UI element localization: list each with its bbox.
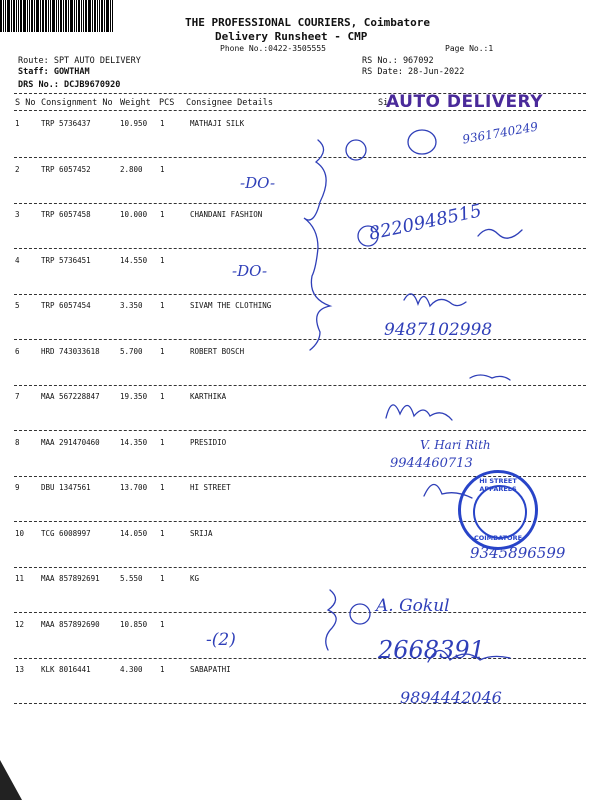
- barcode-bar: [7, 0, 10, 32]
- hw-mark-row12: -(2): [206, 630, 236, 650]
- barcode-bar: [60, 0, 62, 32]
- row-consignee: PRESIDIO: [190, 438, 227, 447]
- hw-number-row12: 2668391: [378, 636, 485, 664]
- row-consignee: ROBERT BOSCH: [190, 347, 245, 356]
- row-consignment-no: MAA 857892691: [41, 574, 100, 583]
- route: Route: SPT AUTO DELIVERY: [18, 56, 141, 66]
- row-weight: 14.050: [120, 529, 148, 538]
- col-weight: Weight: [120, 98, 151, 108]
- row-sno: 6: [15, 347, 20, 356]
- row-divider: [14, 430, 586, 431]
- row-pcs: 1: [160, 483, 165, 492]
- barcode-bar: [18, 0, 19, 32]
- barcode-bar: [40, 0, 41, 32]
- row-divider: [14, 658, 586, 659]
- row-sno: 8: [15, 438, 20, 447]
- row-divider: [14, 248, 586, 249]
- hw-name-row11: A. Gokul: [376, 596, 450, 616]
- row-sno: 9: [15, 483, 20, 492]
- row-weight: 5.700: [120, 347, 143, 356]
- barcode-bar: [3, 0, 4, 32]
- row-consignee: SIVAM THE CLOTHING: [190, 301, 272, 310]
- row-consignee: KG: [190, 574, 200, 583]
- row-weight: 14.350: [120, 438, 148, 447]
- barcode-bar: [16, 0, 17, 32]
- row-consignee: SRIJA: [190, 529, 213, 538]
- company-title: THE PROFESSIONAL COURIERS, Coimbatore: [185, 16, 431, 29]
- col-consignee: Consignee Details: [186, 98, 273, 108]
- row-consignee: CHANDANI FASHION: [190, 210, 263, 219]
- barcode-bar: [83, 0, 84, 32]
- row-consignment-no: TRP 6057454: [41, 301, 91, 310]
- row-divider: [14, 385, 586, 386]
- barcode-bar: [23, 0, 26, 32]
- row-weight: 10.950: [120, 119, 148, 128]
- row-consignment-no: DBU 1347561: [41, 483, 91, 492]
- row-pcs: 1: [160, 574, 165, 583]
- barcode-bar: [97, 0, 98, 32]
- row-consignee: SABAPATHI: [190, 665, 231, 674]
- hw-ditto-row2: -DO-: [240, 174, 276, 192]
- phone-number: Phone No.:0422-3505555: [220, 44, 326, 53]
- barcode-bar: [112, 0, 113, 32]
- barcode-bar: [85, 0, 87, 32]
- barcode-bar: [106, 0, 109, 32]
- row-consignee: MATHAJI SILK: [190, 119, 245, 128]
- barcode-bar: [50, 0, 51, 32]
- row-pcs: 1: [160, 165, 165, 174]
- barcode-bar: [5, 0, 6, 32]
- row-sno: 10: [15, 529, 25, 538]
- row-sno: 12: [15, 620, 25, 629]
- signature-scribble: [386, 405, 452, 420]
- row-divider: [14, 612, 586, 613]
- hw-phone-row10: 9345896599: [470, 544, 566, 562]
- barcode-bar: [11, 0, 12, 32]
- barcode-bar: [78, 0, 80, 32]
- bracket-stroke: [304, 140, 330, 350]
- row-consignment-no: MAA 567228847: [41, 392, 100, 401]
- row-weight: 3.350: [120, 301, 143, 310]
- drs-number: DRS No.: DCJB9670920: [18, 80, 121, 90]
- row-divider: [14, 339, 586, 340]
- row-pcs: 1: [160, 119, 165, 128]
- row-weight: 10.000: [120, 210, 148, 219]
- signature-scribble: [478, 229, 522, 238]
- barcode-bar: [58, 0, 59, 32]
- row-consignment-no: HRD 743033618: [41, 347, 100, 356]
- barcode-bar: [81, 0, 82, 32]
- signature-loop: [408, 130, 436, 154]
- row-divider: [14, 294, 586, 295]
- barcode-bar: [36, 0, 39, 32]
- rs-number: RS No.: 967092: [362, 56, 434, 66]
- barcode-bar: [65, 0, 67, 32]
- row-weight: 4.300: [120, 665, 143, 674]
- row-sno: 2: [15, 165, 20, 174]
- row-sno: 1: [15, 119, 20, 128]
- col-sno: S No: [15, 98, 36, 108]
- row-pcs: 1: [160, 392, 165, 401]
- row-consignee: KARTHIKA: [190, 392, 227, 401]
- row-pcs: 1: [160, 210, 165, 219]
- row-pcs: 1: [160, 529, 165, 538]
- barcode-bar: [104, 0, 105, 32]
- row-sno: 11: [15, 574, 25, 583]
- barcode-bar: [74, 0, 75, 32]
- barcode-bar: [0, 0, 2, 32]
- barcode-bar: [94, 0, 96, 32]
- row-pcs: 1: [160, 347, 165, 356]
- row-sno: 3: [15, 210, 20, 219]
- row-consignment-no: TCG 6008997: [41, 529, 91, 538]
- barcode-bar: [88, 0, 91, 32]
- page-number: Page No.:1: [445, 44, 494, 53]
- hw-phone-row8: 9944460713: [390, 456, 473, 471]
- row-weight: 19.350: [120, 392, 148, 401]
- barcode-bar: [56, 0, 57, 32]
- row-divider: [14, 567, 586, 568]
- row-pcs: 1: [160, 438, 165, 447]
- row-weight: 14.550: [120, 256, 148, 265]
- barcode-bar: [13, 0, 15, 32]
- hw-name-row8: V. Hari Rith: [420, 438, 491, 452]
- row-pcs: 1: [160, 665, 165, 674]
- barcode-bar: [92, 0, 93, 32]
- hw-phone-row13: 9894442046: [400, 688, 502, 707]
- signature-scribble: [470, 375, 510, 380]
- row-consignment-no: TRP 5736451: [41, 256, 91, 265]
- row-pcs: 1: [160, 620, 165, 629]
- barcode-bar: [29, 0, 30, 32]
- barcode-bar: [31, 0, 33, 32]
- barcode-bar: [99, 0, 100, 32]
- seal-bottom-text: COIMBATORE: [473, 534, 523, 542]
- row-weight: 10.850: [120, 620, 148, 629]
- row-consignment-no: TRP 6057452: [41, 165, 91, 174]
- seal-inner-ring: [473, 485, 527, 539]
- staff: Staff: GOWTHAM: [18, 67, 90, 77]
- barcode-bar: [63, 0, 64, 32]
- barcode-bar: [34, 0, 35, 32]
- barcode-bar: [70, 0, 73, 32]
- hw-phone-row3: 8220948515: [367, 200, 484, 245]
- row-weight: 5.550: [120, 574, 143, 583]
- barcode-bar: [42, 0, 44, 32]
- barcode-bar: [45, 0, 47, 32]
- col-signature: Si: [378, 98, 389, 108]
- row-sno: 5: [15, 301, 20, 310]
- row-consignment-no: KLK 8016441: [41, 665, 91, 674]
- barcode-bar: [48, 0, 49, 32]
- barcode-bar: [76, 0, 77, 32]
- barcode-bar: [101, 0, 103, 32]
- row-pcs: 1: [160, 256, 165, 265]
- barcode-bar: [52, 0, 55, 32]
- hw-phone-row5: 9487102998: [384, 320, 493, 340]
- row-sno: 13: [15, 665, 25, 674]
- barcode: [0, 0, 118, 32]
- circled-2-mark: [350, 604, 370, 624]
- hw-phone-row1: 9361740249: [461, 119, 539, 147]
- row-pcs: 1: [160, 301, 165, 310]
- row-sno: 7: [15, 392, 20, 401]
- row-divider: [14, 203, 586, 204]
- row-weight: 2.800: [120, 165, 143, 174]
- hw-ditto-row4: -DO-: [232, 262, 268, 280]
- barcode-bar: [20, 0, 22, 32]
- col-pcs: PCS: [159, 98, 175, 108]
- signature-scribble: [404, 294, 466, 306]
- row-sno: 4: [15, 256, 20, 265]
- corner-mark: [0, 760, 22, 800]
- runsheet-title: Delivery Runsheet - CMP: [215, 30, 368, 43]
- barcode-bar: [27, 0, 28, 32]
- row-consignment-no: TRP 6057458: [41, 210, 91, 219]
- seal-top-text: HI STREET APPARELS: [479, 477, 517, 493]
- company-seal: [458, 470, 538, 550]
- col-consignment: Consignment No: [41, 98, 113, 108]
- auto-delivery-stamp: AUTO DELIVERY: [386, 92, 544, 112]
- barcode-bar: [110, 0, 111, 32]
- row-divider: [14, 157, 586, 158]
- row-consignee: HI STREET: [190, 483, 231, 492]
- rs-date: RS Date: 28-Jun-2022: [362, 67, 465, 77]
- row-consignment-no: TRP 5736437: [41, 119, 91, 128]
- row-consignment-no: MAA 291470460: [41, 438, 100, 447]
- row-weight: 13.700: [120, 483, 148, 492]
- bracket-stroke: [326, 590, 336, 650]
- barcode-bar: [68, 0, 69, 32]
- divider: [14, 110, 586, 111]
- row-consignment-no: MAA 857892690: [41, 620, 100, 629]
